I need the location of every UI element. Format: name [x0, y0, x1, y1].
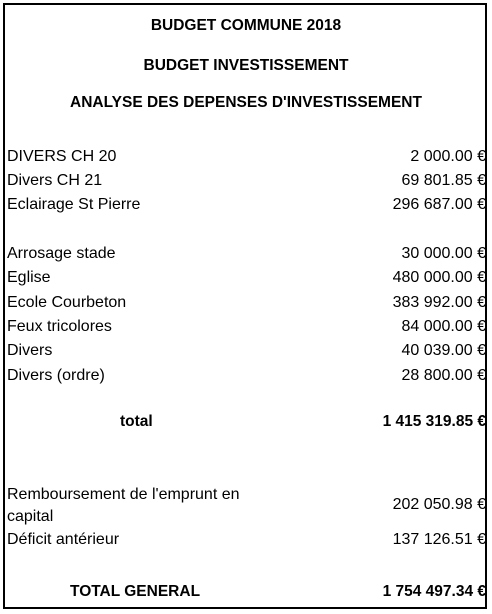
- total-label: total: [120, 413, 153, 430]
- document-subtitle: BUDGET INVESTISSEMENT: [143, 57, 349, 74]
- row-amount: 2 000.00 €: [410, 148, 486, 165]
- table-row: [7, 267, 486, 289]
- grand-total-amount: 1 754 497.34 €: [382, 583, 486, 600]
- row-amount: 296 687.00 €: [392, 196, 486, 213]
- table-row: [7, 292, 486, 314]
- row-amount: 30 000.00 €: [401, 245, 486, 262]
- row-label: Divers CH 21: [7, 172, 103, 189]
- table-row: [7, 316, 486, 338]
- row-amount: 69 801.85 €: [401, 172, 486, 189]
- row-label: Eglise: [7, 269, 51, 286]
- row-amount: 40 039.00 €: [401, 342, 486, 359]
- row-label: Eclairage St Pierre: [7, 196, 141, 213]
- row-amount: 137 126.51 €: [392, 531, 486, 548]
- row-label: Feux tricolores: [7, 318, 112, 335]
- table-row: [7, 194, 486, 216]
- table-row: [7, 243, 486, 265]
- row-label: Ecole Courbeton: [7, 294, 127, 311]
- table-row: [7, 170, 486, 192]
- row-label: Divers: [7, 342, 53, 359]
- table-row: [7, 494, 486, 516]
- row-amount: 383 992.00 €: [392, 294, 486, 311]
- table-row: [7, 529, 486, 551]
- table-row: [7, 146, 486, 168]
- table-row: [7, 340, 486, 362]
- total-row: [7, 411, 486, 433]
- row-label: Arrosage stade: [7, 245, 116, 262]
- row-label: Divers (ordre): [7, 367, 105, 384]
- row-amount: 480 000.00 €: [392, 269, 486, 286]
- grand-total-row: [7, 581, 486, 603]
- row-label: DIVERS CH 20: [7, 148, 117, 165]
- row-amount: 202 050.98 €: [392, 496, 486, 513]
- row-label: Remboursement de l'emprunt en capital: [7, 486, 240, 525]
- total-amount: 1 415 319.85 €: [382, 413, 486, 430]
- document-title: BUDGET COMMUNE 2018: [150, 17, 342, 34]
- row-amount: 28 800.00 €: [401, 367, 486, 384]
- row-amount: 84 000.00 €: [401, 318, 486, 335]
- grand-total-label: TOTAL GENERAL: [70, 583, 201, 600]
- row-label: Déficit antérieur: [7, 531, 120, 548]
- section-title: ANALYSE DES DEPENSES D'INVESTISSEMENT: [70, 94, 422, 111]
- table-row: [7, 365, 486, 387]
